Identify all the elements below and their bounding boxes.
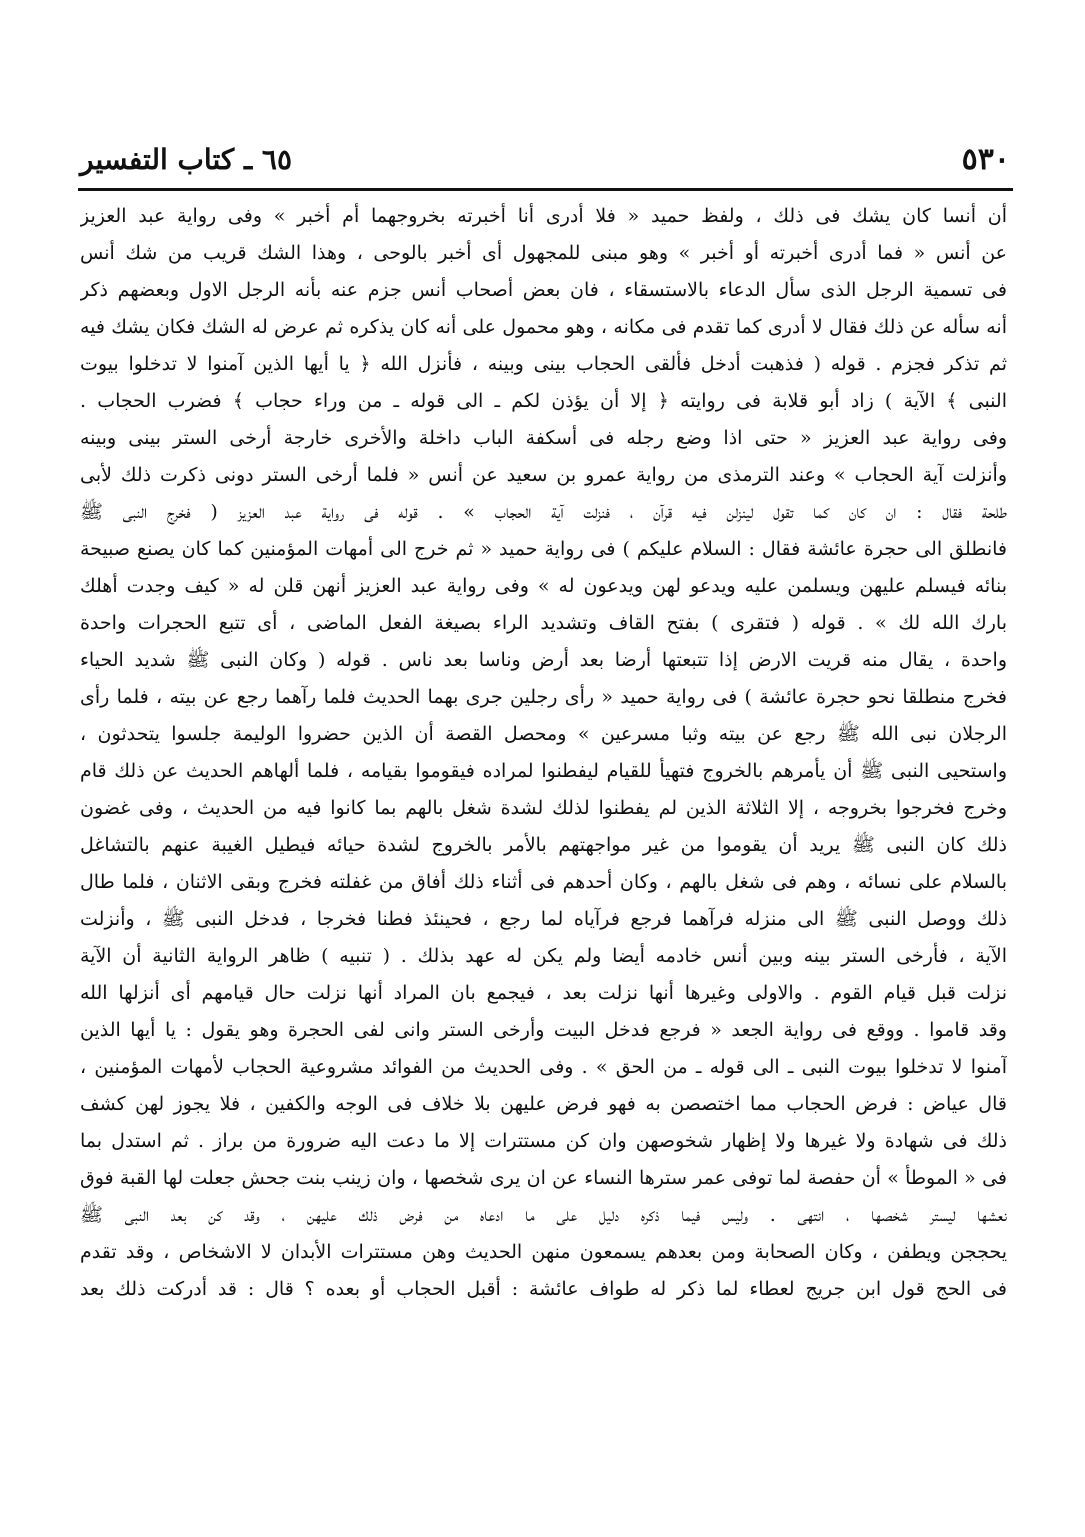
text-line: أن أنسا كان يشك فى ذلك ، ولفظ حميد « فلا أدرى أنا أخبرته بخروجهما أم أخبر » وفى رواية عبد العزيز bbox=[80, 205, 1007, 227]
text-line: نزلت قبل قيام القوم . والاولى وغيرها أنها نزلت بعد ، فيجمع بان المراد أنها نزلت حال قيامهم أى أنزلها الله bbox=[80, 982, 1007, 1004]
text-line: ذلك ووصل النبى ﷺ الى منزله فرآهما فرجع فرآياه لما رجع ، فحينئذ فطنا فخرجا ، فدخل النبى ﷺ ، وأنزلت bbox=[80, 908, 1007, 930]
text-line: وفى رواية عبد العزيز « حتى اذا وضع رجله فى أسكفة الباب داخلة والأخرى خارجة أرخى الستر بينى وبينه bbox=[80, 427, 1007, 449]
text-line: فى « الموطأ » أن حفصة لما توفى عمر سترها النساء عن ان يرى شخصها ، وان زينب بنت جحش جعلت لها القبة فوق bbox=[80, 1167, 1007, 1189]
page-header bbox=[80, 140, 1010, 184]
page-number: ٥٣٠ bbox=[961, 142, 1010, 177]
text-line: فخرج منطلقا نحو حجرة عائشة ) فى رواية حميد « رأى رجلين جرى بهما الحديث فلما رآهما رجع عن بيته ، فلما رأى bbox=[80, 686, 1007, 708]
text-line: فى الحج قول ابن جريج لعطاء لما ذكر له طواف عائشة : أقبل الحجاب أو بعده ؟ قال : قد أدركت ذلك بعد bbox=[80, 1278, 1007, 1300]
text-line: عن أنس « فما أدرى أخبرته أو أخبر » وهو مبنى للمجهول أى أخبر بالوحى ، وهذا الشك قريب من شك أنس bbox=[80, 242, 1007, 264]
text-line: آمنوا لا تدخلوا بيوت النبى ـ الى قوله ـ من الحق » . وفى الحديث من الفوائد مشروعية الحجاب لأمهات المؤمنين ، bbox=[80, 1056, 1007, 1078]
text-line: يحججن ويطفن ، وكان الصحابة ومن بعدهم يسمعون منهن الحديث وهن مستترات الأبدان لا الاشخاص ، وقد تقدم bbox=[80, 1241, 1007, 1263]
text-line: قال عياض : فرض الحجاب مما اختصصن به فهو فرض عليهن بلا خلاف فى الوجه والكفين ، فلا يجوز لهن كشف bbox=[80, 1093, 1007, 1115]
text-line: نعشها ليستر شخصها ، انتهى . وليس فيما ذكره دليل على ما ادعاه من فرض ذلك عليهن ، وقد كن بعد النبى ﷺ bbox=[80, 1204, 1007, 1226]
text-line: وخرج فخرجوا بخروجه ، إلا الثلاثة الذين لم يفطنوا لذلك لشدة شغل بالهم بما كانوا فيه من الحديث ، وفى غضون bbox=[80, 797, 1007, 819]
text-line: بارك الله لك » . قوله ( فتقرى ) بفتح القاف وتشديد الراء بصيغة الفعل الماضى ، أى تتبع الحجرات واحدة bbox=[80, 612, 1007, 634]
text-line: الآية ، فأرخى الستر بينه وبين أنس خادمه أيضا ولم يكن له عهد بذلك . ( تنبيه ) ظاهر الرواية الثانية أن الآية bbox=[80, 945, 1007, 967]
text-line: الرجلان نبى الله ﷺ رجع عن بيته وثبا مسرعين » ومحصل القصة أن الذين حضروا الوليمة جلسوا يتحدثون ، bbox=[80, 723, 1007, 745]
text-line: واحدة ، يقال منه قريت الارض إذا تتبعتها أرضا بعد أرض وناسا بعد ناس . قوله ( وكان النبى ﷺ شديد الحياء bbox=[80, 649, 1007, 671]
text-line: أنه سأله عن ذلك فقال لا أدرى كما تقدم فى مكانه ، وهو محمول على أنه كان يذكره ثم عرض له الشك فكان يشك فيه bbox=[80, 316, 1007, 338]
text-line: بنائه فيسلم عليهن ويسلمن عليه ويدعو لهن ويدعون له » وفى رواية عبد العزيز أنهن قلن له « كيف وجدت أهلك bbox=[80, 575, 1007, 597]
text-line: فى تسمية الرجل الذى سأل الدعاء بالاستسقاء ، فان بعض أصحاب أنس جزم عنه بأنه الرجل الاول وبعضهم ذكر bbox=[80, 279, 1007, 301]
text-line: ذلك كان النبى ﷺ يريد أن يقوموا من غير مواجهتهم بالأمر بالخروج لشدة حيائه فيطيل الغيبة عنهم بالتشاغل bbox=[80, 834, 1007, 856]
text-line: فانطلق الى حجرة عائشة فقال : السلام عليكم ) فى رواية حميد « ثم خرج الى أمهات المؤمنين كما كان يصنع صبيحة bbox=[80, 538, 1007, 560]
text-line: ذلك فى شهادة ولا غيرها ولا إظهار شخوصهن وان كن مستترات إلا ما دعت اليه ضرورة من براز . ثم استدل بما bbox=[80, 1130, 1007, 1152]
header-rule bbox=[78, 188, 1013, 191]
text-line: بالسلام على نسائه ، وهم فى شغل بالهم ، وكان أحدهم فى أثناء ذلك أفاق من غفلته فخرج وبقى الاثنان ، فلما طال bbox=[80, 871, 1007, 893]
section-title: ٦٥ ـ كتاب التفسير bbox=[80, 143, 292, 176]
text-line: النبى ﴾ الآية ) زاد أبو قلابة فى روايته ﴿ إلا أن يؤذن لكم ـ الى قوله ـ من وراء حجاب ﴾ فضرب الحجاب . bbox=[80, 390, 1007, 412]
body-text bbox=[80, 198, 1007, 1308]
text-line: ثم تذكر فجزم . قوله ( فذهبت أدخل فألقى الحجاب بينى وبينه ، فأنزل الله ﴿ يا أيها الذين آمنوا لا تدخلوا بيوت bbox=[80, 353, 1007, 375]
text-line: وأنزلت آية الحجاب » وعند الترمذى من رواية عمرو بن سعيد عن أنس « فلما أرخى الستر دونى ذكرت ذلك لأبى bbox=[80, 464, 1007, 486]
text-line: طلحة فقال : ان كان كما تقول لينزلن فيه قرآن ، فنزلت آية الحجاب » . قوله فى رواية عبد العزيز ( فخرج النبى ﷺ bbox=[80, 501, 1007, 523]
text-line: واستحيى النبى ﷺ أن يأمرهم بالخروج فتهيأ للقيام ليفطنوا لمراده فيقوموا بقيامه ، فلما ألهاهم الحديث عن ذلك قام bbox=[80, 760, 1007, 782]
text-line: وقد قاموا . ووقع فى رواية الجعد « فرجع فدخل البيت وأرخى الستر وانى لفى الحجرة وهو يقول : يا أيها الذين bbox=[80, 1019, 1007, 1041]
